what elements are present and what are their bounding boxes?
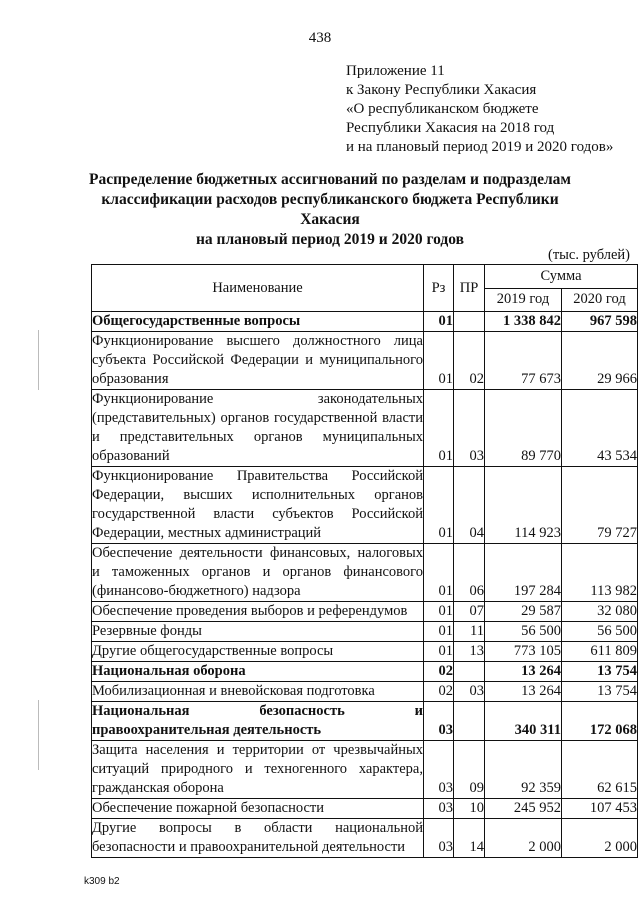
row-rz: 01 xyxy=(424,467,454,544)
row-amount-2020: 32 080 xyxy=(562,602,638,622)
scan-margin-mark xyxy=(38,330,39,390)
table-row xyxy=(92,332,638,390)
row-rz: 02 xyxy=(424,662,454,682)
row-pr xyxy=(454,702,485,741)
row-amount-2019: 2 000 xyxy=(485,819,562,858)
budget-table xyxy=(91,264,638,858)
row-amount-2019: 245 952 xyxy=(485,799,562,819)
header-year-2020: 2020 год xyxy=(562,288,638,312)
row-pr: 09 xyxy=(454,741,485,799)
row-amount-2019: 13 264 xyxy=(485,662,562,682)
row-amount-2019: 114 923 xyxy=(485,467,562,544)
row-pr: 13 xyxy=(454,642,485,662)
row-amount-2019: 29 587 xyxy=(485,602,562,622)
row-amount-2020: 2 000 xyxy=(562,819,638,858)
row-name: Национальная безопасность и правоохранительная деятельность xyxy=(92,702,424,741)
row-pr: 03 xyxy=(454,682,485,702)
table-row xyxy=(92,602,638,622)
row-name: Защита населения и территории от чрезвычайных ситуаций природного и техногенного характера, гражданская оборона xyxy=(92,741,424,799)
row-rz: 01 xyxy=(424,622,454,642)
row-amount-2019: 89 770 xyxy=(485,390,562,467)
table-row xyxy=(92,662,638,682)
row-amount-2019: 92 359 xyxy=(485,741,562,799)
row-name: Функционирование высшего должностного лица субъекта Российской Федерации и муниципального образования xyxy=(92,332,424,390)
appendix-line: «О республиканском бюджете xyxy=(346,101,539,117)
table-row xyxy=(92,682,638,702)
table-row xyxy=(92,622,638,642)
table-row xyxy=(92,544,638,602)
row-pr: 03 xyxy=(454,390,485,467)
row-pr: 10 xyxy=(454,799,485,819)
table-row xyxy=(92,819,638,858)
row-amount-2020: 13 754 xyxy=(562,662,638,682)
row-amount-2020: 56 500 xyxy=(562,622,638,642)
appendix-line: Республики Хакасия на 2018 год xyxy=(346,120,555,136)
header-pr: ПР xyxy=(454,265,485,312)
title-line: классификации расходов республиканского бюджета Республики Хакасия xyxy=(101,191,559,228)
row-amount-2020: 62 615 xyxy=(562,741,638,799)
table-row xyxy=(92,741,638,799)
appendix-line: к Закону Республики Хакасия xyxy=(346,82,537,98)
row-amount-2020: 13 754 xyxy=(562,682,638,702)
table-body xyxy=(92,312,638,858)
footer-code: k309 b2 xyxy=(84,876,120,887)
row-pr: 02 xyxy=(454,332,485,390)
document-title xyxy=(70,170,590,250)
row-rz: 01 xyxy=(424,312,454,332)
row-rz: 01 xyxy=(424,544,454,602)
appendix-note xyxy=(346,62,613,157)
table-row xyxy=(92,799,638,819)
row-pr: 11 xyxy=(454,622,485,642)
row-rz: 02 xyxy=(424,682,454,702)
row-rz: 03 xyxy=(424,702,454,741)
row-amount-2019: 13 264 xyxy=(485,682,562,702)
row-name: Обеспечение пожарной безопасности xyxy=(92,799,424,819)
row-amount-2019: 773 105 xyxy=(485,642,562,662)
row-rz: 01 xyxy=(424,642,454,662)
header-year-2019: 2019 год xyxy=(485,288,562,312)
row-pr xyxy=(454,312,485,332)
appendix-line: и на плановый период 2019 и 2020 годов» xyxy=(346,139,614,155)
row-name: Функционирование законодательных (представительных) органов государственной власти и представительных органов муниципальных образований xyxy=(92,390,424,467)
table-row xyxy=(92,642,638,662)
row-amount-2020: 113 982 xyxy=(562,544,638,602)
table-row xyxy=(92,467,638,544)
header-sum: Сумма xyxy=(485,265,638,289)
row-pr: 07 xyxy=(454,602,485,622)
row-name: Обеспечение деятельности финансовых, налоговых и таможенных органов и органов финансового (финансово-бюджетного) надзора xyxy=(92,544,424,602)
row-rz: 03 xyxy=(424,799,454,819)
scan-margin-mark xyxy=(38,700,39,770)
row-amount-2020: 172 068 xyxy=(562,702,638,741)
header-rz: Рз xyxy=(424,265,454,312)
row-amount-2020: 611 809 xyxy=(562,642,638,662)
row-amount-2020: 107 453 xyxy=(562,799,638,819)
appendix-line: Приложение 11 xyxy=(346,63,445,79)
row-amount-2019: 77 673 xyxy=(485,332,562,390)
row-amount-2019: 197 284 xyxy=(485,544,562,602)
units-label: (тыс. рублей) xyxy=(548,247,630,263)
table-row xyxy=(92,390,638,467)
row-amount-2020: 29 966 xyxy=(562,332,638,390)
page-number: 438 xyxy=(308,30,332,46)
header-name: Наименование xyxy=(92,265,424,312)
row-pr: 04 xyxy=(454,467,485,544)
row-rz: 01 xyxy=(424,390,454,467)
row-rz: 01 xyxy=(424,602,454,622)
row-pr: 14 xyxy=(454,819,485,858)
row-name: Другие вопросы в области национальной безопасности и правоохранительной деятельности xyxy=(92,819,424,858)
title-line: Распределение бюджетных ассигнований по разделам и подразделам xyxy=(89,171,571,188)
row-pr xyxy=(454,662,485,682)
title-line: на плановый период 2019 и 2020 годов xyxy=(196,231,464,248)
row-name: Общегосударственные вопросы xyxy=(92,312,424,332)
table-row xyxy=(92,702,638,741)
row-name: Функционирование Правительства Российской Федерации, высших исполнительных органов государственной власти субъектов Российской Федерации, местных администраций xyxy=(92,467,424,544)
row-name: Мобилизационная и вневойсковая подготовка xyxy=(92,682,424,702)
row-name: Национальная оборона xyxy=(92,662,424,682)
row-pr: 06 xyxy=(454,544,485,602)
row-rz: 03 xyxy=(424,819,454,858)
row-amount-2019: 56 500 xyxy=(485,622,562,642)
row-amount-2019: 1 338 842 xyxy=(485,312,562,332)
row-rz: 03 xyxy=(424,741,454,799)
row-amount-2020: 43 534 xyxy=(562,390,638,467)
table-row xyxy=(92,312,638,332)
row-amount-2020: 967 598 xyxy=(562,312,638,332)
row-name: Обеспечение проведения выборов и референдумов xyxy=(92,602,424,622)
row-rz: 01 xyxy=(424,332,454,390)
row-name: Другие общегосударственные вопросы xyxy=(92,642,424,662)
row-amount-2019: 340 311 xyxy=(485,702,562,741)
row-amount-2020: 79 727 xyxy=(562,467,638,544)
row-name: Резервные фонды xyxy=(92,622,424,642)
